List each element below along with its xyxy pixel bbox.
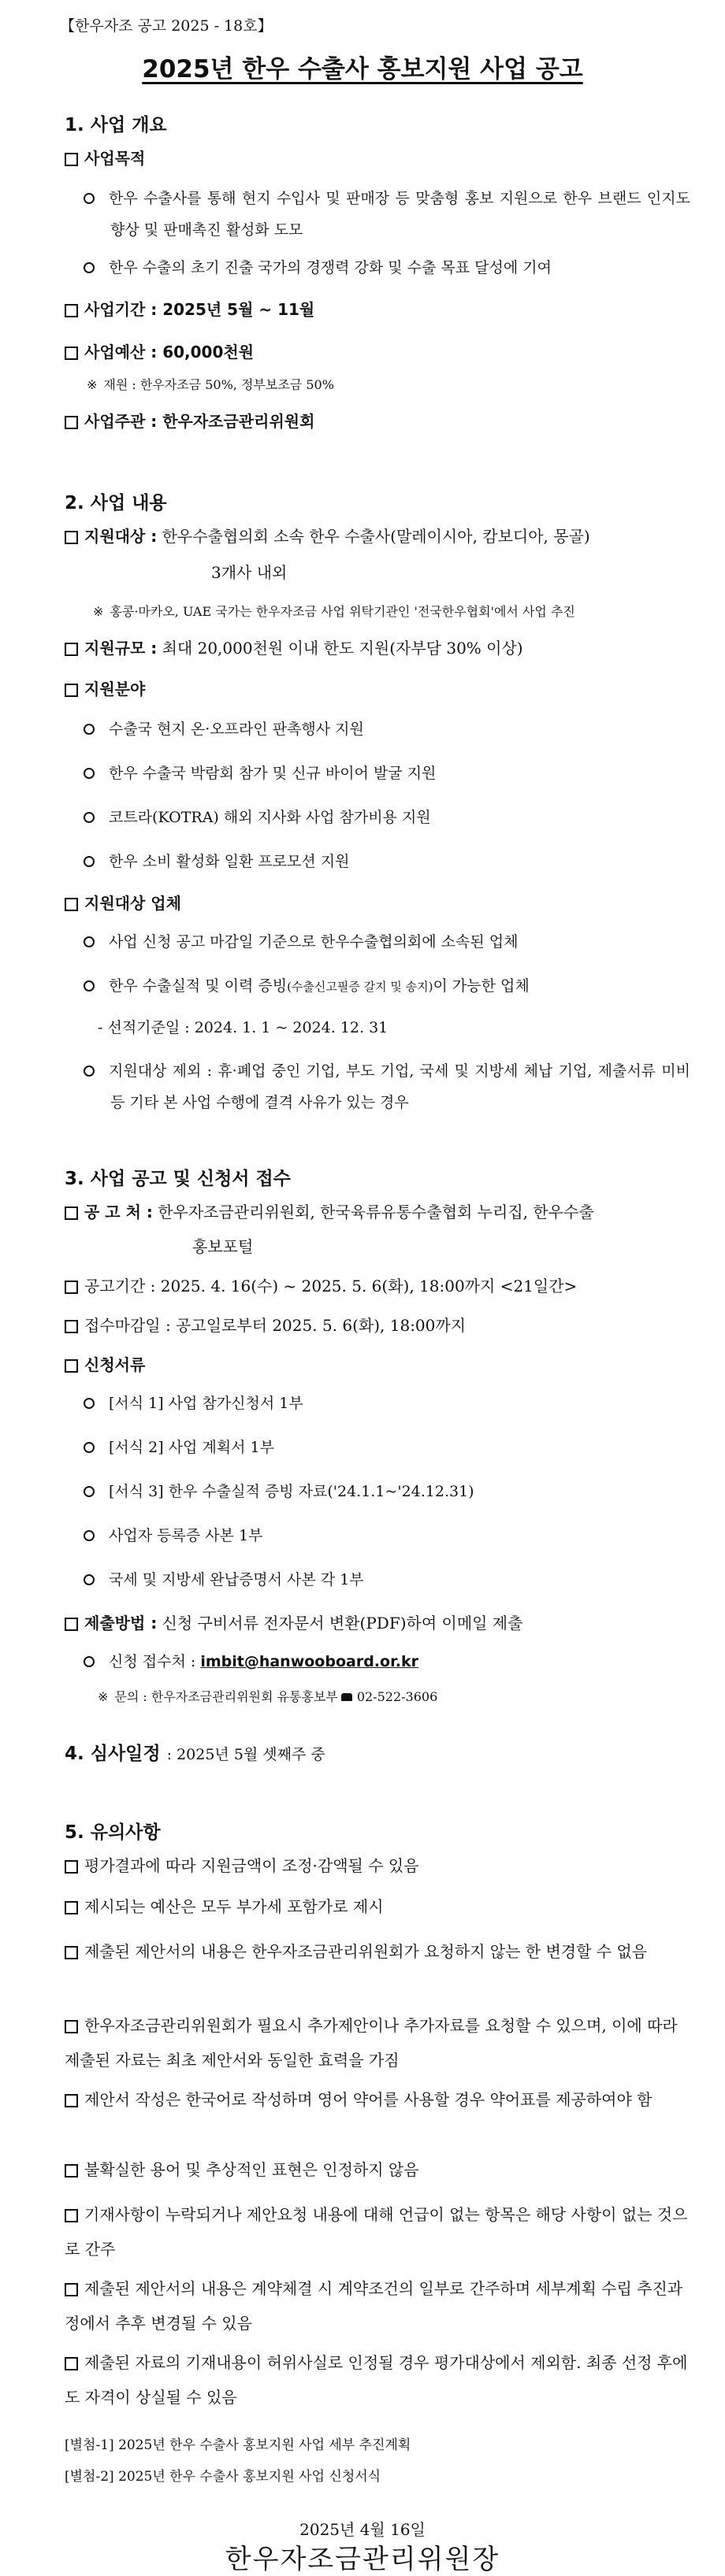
target-note: ※ 홍콩·마카오, UAE 국가는 한우자조금 사업 위탁기관인 '전국한우협회'에서 사업 추진 [93,604,575,619]
field-item-1: 수출국 현지 온·오프라인 판촉행사 지원 [84,713,690,745]
caution-item-4: 한우자조금관리위원회가 필요시 추가제안이나 추가자료를 요청할 수 있으며, 이에 따라 제출된 자료는 최초 제안서와 동일한 효력을 가짐 [65,2016,678,2070]
target-header: 지원대상 : 한우수출협의회 소속 한우 수출사(말레이시아, 캄보디아, 몽골) [65,523,693,550]
company-criteria: - 선적기준일 : 2024. 1. 1 ~ 2024. 12. 31 [98,1019,389,1036]
doc-item-2: [서식 2] 사업 계획서 1부 [84,1432,690,1463]
caution-item-6: 불확실한 용어 및 추상적인 표현은 인정하지 않음 [65,2156,693,2183]
circle-bullet-icon [84,1656,95,1667]
circle-bullet-icon [84,768,95,779]
checkbox-icon [65,1320,78,1333]
circle-bullet-icon [84,1066,95,1077]
caution-item-3: 제출된 제안서의 내용은 한우자조금관리위원회가 요청하지 않는 한 변경할 수 없음 [65,1934,693,1969]
doc-item-4: 사업자 등록증 사본 1부 [84,1520,690,1551]
doc-item-5: 국세 및 지방세 완납증명서 사본 각 1부 [84,1564,690,1596]
checkbox-icon [65,898,78,911]
caution-item-2: 제시되는 예산은 모두 부가세 포함가로 제시 [65,1893,693,1920]
purpose-item-1: 한우 수출사를 통해 현지 수입사 및 판매장 등 맞춤형 홍보 지원으로 한우 브랜드 인지도 향상 및 판매촉진 활성화 도모 [84,183,690,246]
doc-item-1: [서식 1] 사업 참가신청서 1부 [84,1388,690,1419]
circle-bullet-icon [84,1530,95,1541]
section-4-heading: 4. 심사일정 : 2025년 5월 셋째주 중 [65,1744,325,1764]
contact-note: ※ 문의 : 한우자조금관리위원회 유통홍보부 02-522-3606 [98,1689,438,1704]
circle-bullet-icon [84,262,95,273]
section-5-heading: 5. 유의사항 [65,1822,161,1843]
checkbox-icon [65,153,78,166]
checkbox-icon [65,1860,78,1874]
attachment-1: [별첨-1] 2025년 한우 수출사 홍보지원 사업 세부 추진계획 [65,2437,411,2453]
checkbox-icon [65,304,78,317]
field-item-4: 한우 소비 활성화 일환 프로모션 지원 [84,846,690,877]
circle-bullet-icon [84,1486,95,1497]
checkbox-icon [65,1618,78,1631]
section-2-heading: 2. 사업 내용 [65,493,167,513]
company-header: 지원대상 업체 [65,890,693,917]
caution-item-8: 제출된 제안서의 내용은 계약체결 시 계약조건의 일부로 간주하며 세부계획 수립 추진과정에서 추후 변경될 수 있음 [65,2279,683,2333]
company-item-1: 사업 신청 공고 마감일 기준으로 한우수출협의회에 소속된 업체 [84,926,690,958]
company-item-3: 지원대상 제외 : 휴·폐업 중인 기업, 부도 기업, 국세 및 지방세 체납 기업, 제출서류 미비 등 기타 본 사업 수행에 결격 사유가 있는 경우 [84,1055,690,1118]
checkbox-icon [65,1901,78,1914]
host-header: 사업주관 : 한우자조금관리위원회 [65,408,693,435]
docs-header: 신청서류 [65,1351,693,1378]
circle-bullet-icon [84,812,95,823]
field-header: 지원분야 [65,676,693,702]
email-link[interactable]: imbit@hanwooboard.or.kr [200,1653,418,1670]
checkbox-icon [65,2283,78,2296]
caution-item-7: 기재사항이 누락되거나 제안요청 내용에 대해 언급이 없는 항목은 해당 사항이 없는 것으로 간주 [65,2205,688,2259]
checkbox-icon [65,1281,78,1294]
circle-bullet-icon [84,724,95,735]
signature: 한우자조금관리위원장 [225,2544,500,2575]
checkbox-icon [65,347,78,360]
target-text-cont: 3개사 내외 [211,563,288,582]
checkbox-icon [65,643,78,656]
email-item: 신청 접수처 : imbit@hanwooboard.or.kr [84,1646,690,1677]
checkbox-icon [65,416,78,429]
section-1-heading: 1. 사업 개요 [65,115,167,135]
notice-place-cont: 홍보포털 [192,1237,254,1256]
notice-place-header: 공 고 처 : 한우자조금관리위원회, 한국육류유통수출협회 누리집, 한우수출 [65,1199,693,1225]
budget-header: 사업예산 : 60,000천원 [65,339,693,365]
page-title: 2025년 한우 수출사 홍보지원 사업 공고 [142,55,583,83]
doc-item-3: [서식 3] 한우 수출실적 증빙 자료('24.1.1~'24.12.31) [84,1476,690,1507]
checkbox-icon [65,684,78,697]
circle-bullet-icon [84,980,95,991]
company-item-2: 한우 수출실적 및 이력 증빙(수출신고필증 갈지 및 송지)이 가능한 업체 [84,970,690,1003]
attachment-2: [별첨-2] 2025년 한우 수출사 홍보지원 사업 신청서식 [65,2469,381,2485]
deadline-header: 접수마감일 : 공고일로부터 2025. 5. 6(화), 18:00까지 [65,1312,693,1339]
checkbox-icon [65,2209,78,2222]
checkbox-icon [65,2164,78,2178]
checkbox-icon [65,1359,78,1373]
circle-bullet-icon [84,856,95,867]
checkbox-icon [65,1206,78,1220]
field-item-2: 한우 수출국 박람회 참가 및 신규 바이어 발굴 지원 [84,758,690,789]
purpose-header: 사업목적 [65,145,693,172]
submit-header: 제출방법 : 신청 구비서류 전자문서 변환(PDF)하여 이메일 제출 [65,1610,693,1636]
checkbox-icon [65,531,78,544]
circle-bullet-icon [84,936,95,947]
period-header: 사업기간 : 2025년 5월 ~ 11월 [65,296,693,323]
caution-item-1: 평가결과에 따라 지원금액이 조정·감액될 수 있음 [65,1852,693,1879]
purpose-item-2: 한우 수출의 초기 진출 국가의 경쟁력 강화 및 수출 목표 달성에 기여 [84,252,690,284]
circle-bullet-icon [84,193,95,204]
notice-number: 【한우자조 공고 2025 - 18호】 [60,17,273,35]
checkbox-icon [65,2357,78,2370]
circle-bullet-icon [84,1398,95,1409]
budget-note: ※ 재원 : 한우자조금 50%, 정부보조금 50% [87,377,334,392]
circle-bullet-icon [84,1574,95,1585]
circle-bullet-icon [84,1442,95,1453]
checkbox-icon [65,1946,78,1959]
field-item-3: 코트라(KOTRA) 해외 지사화 사업 참가비용 지원 [84,802,690,833]
caution-item-5: 제안서 작성은 한국어로 작성하며 영어 약어를 사용할 경우 약어표를 제공하여야 함 [65,2082,693,2117]
issue-date: 2025년 4월 16일 [299,2520,426,2539]
scale-header: 지원규모 : 최대 20,000천원 이내 한도 지원(자부담 30% 이상) [65,635,693,662]
section-3-heading: 3. 사업 공고 및 신청서 접수 [65,1169,291,1189]
checkbox-icon [65,2094,78,2107]
caution-item-9: 제출된 자료의 기재내용이 허위사실로 인정될 경우 평가대상에서 제외함. 최종 선정 후에도 자격이 상실될 수 있음 [65,2353,688,2407]
phone-icon [341,1693,352,1701]
checkbox-icon [65,2020,78,2033]
notice-period-header: 공고기간 : 2025. 4. 16(수) ~ 2025. 5. 6(화), 18:00까지 <21일간> [65,1273,693,1299]
